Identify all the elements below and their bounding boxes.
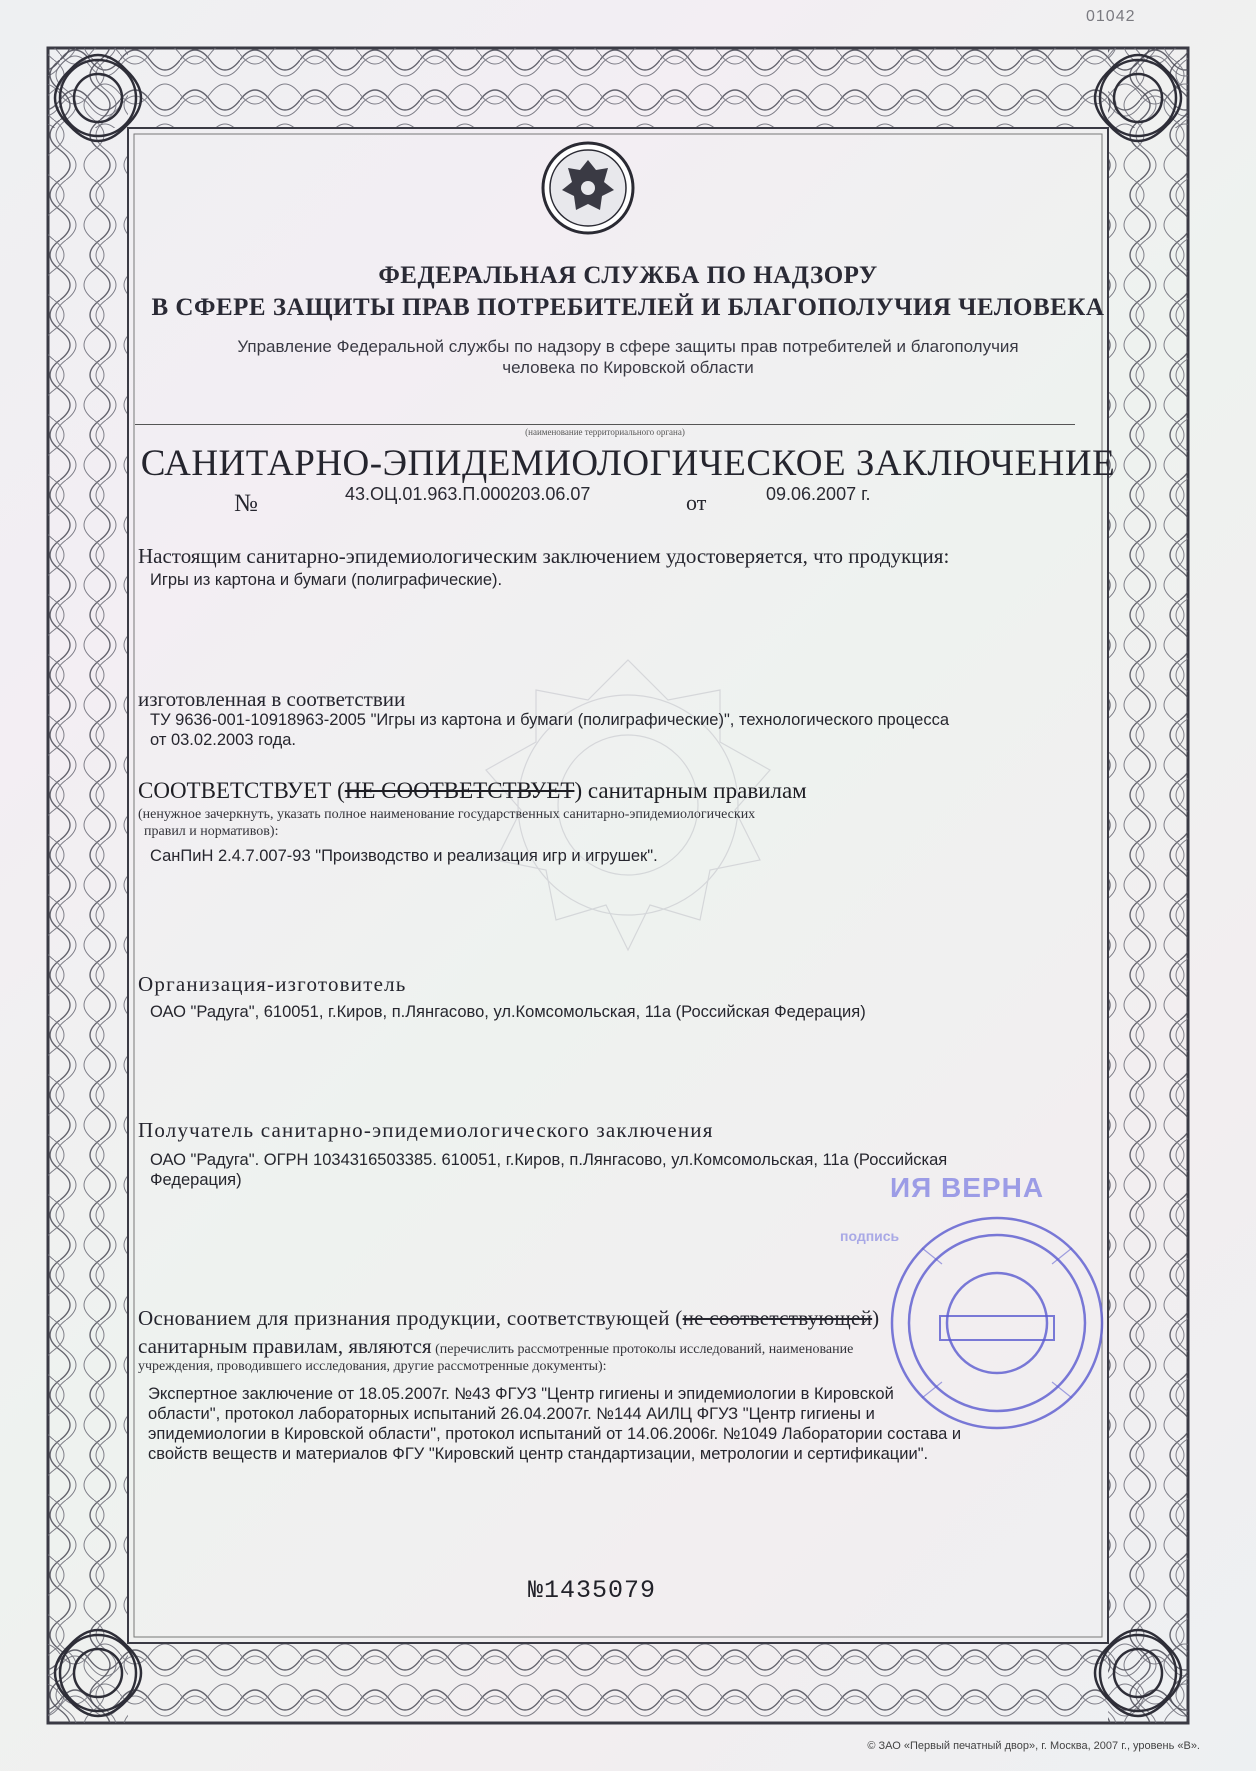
handwritten-number: 01042 [1086,8,1136,25]
open-paren: ( [337,778,345,803]
basis-label-line2-text: санитарным правилам, являются [138,1334,432,1358]
conformity-note-line2: правил и нормативов): [144,824,279,839]
agency-title-line1: ФЕДЕРАЛЬНАЯ СЛУЖБА ПО НАДЗОРУ [378,262,878,289]
conformity-note-line1: (ненужное зачеркнуть, указать полное наименование государственных санитарно-эпидемиологических [138,807,756,822]
divider [135,424,1075,425]
copy-certified-stamp-text: ИЯ ВЕРНА [890,1172,1045,1203]
basis-value-line1: Экспертное заключение от 18.05.2007г. №43 ФГУЗ "Центр гигиены и эпидемиологии в Кировской [148,1385,894,1403]
basis-label-part1: Основанием для признания продукции, соответствующей ( [138,1306,683,1330]
conformity-value: СанПиН 2.4.7.007-93 "Производство и реализация игр и игрушек". [150,847,658,865]
certificate-number: 43.ОЦ.01.963.П.000203.06.07 [345,484,591,504]
territorial-body-caption: (наименование территориального органа) [525,427,685,437]
basis-note-line2: учреждения, проводившего исследования, другие рассмотренные документы): [138,1359,607,1374]
manufacturer-value: ОАО "Радуга", 610051, г.Киров, п.Лянгасово, ул.Комсомольская, 11а (Российская Федерация) [150,1003,866,1021]
manufactured-value-line1: ТУ 9636-001-10918963-2005 "Игры из картона и бумаги (полиграфические)", технологического процесса [150,711,949,729]
basis-value-line3: эпидемиологии в Кировской области", протокол испытаний от 14.06.2006г. №1049 Лаборатории состава и [148,1425,962,1443]
complies-label: СООТВЕТСТВУЕТ [138,778,332,803]
territorial-body [150,336,1106,378]
basis-value-line2: области", протокол лабораторных испытаний 26.04.2007г. №144 АИЛЦ ФГУЗ "Центр гигиены и [148,1405,875,1423]
basis-value-line4: свойств веществ и материалов ФГУ "Кировский центр стандартизации, метрологии и сертификации". [148,1445,929,1463]
manufactured-value-line2: от 03.02.2003 года. [150,731,296,749]
blank-serial-number: №1435079 [528,1576,657,1605]
printer-footer: © ЗАО «Первый печатный двор», г. Москва, 2007 г., уровень «В». [867,1740,1200,1752]
not-complies-struck: НЕ СООТВЕТСТВУЕТ [344,778,575,803]
document-title: САНИТАРНО-ЭПИДЕМИОЛОГИЧЕСКОЕ ЗАКЛЮЧЕНИЕ [140,443,1116,484]
certificate-date: 09.06.2007 г. [766,484,871,504]
company-seal-icon [882,1208,1112,1438]
manufactured-label: изготовленная в соответствии [138,687,406,711]
conformity-statement [138,778,1118,804]
agency-title-line2: В СФЕРЕ ЗАЩИТЫ ПРАВ ПОТРЕБИТЕЛЕЙ И БЛАГОПОЛУЧИЯ ЧЕЛОВЕКА [151,294,1105,321]
territorial-body-line1: Управление Федеральной службы по надзору в сфере защиты прав потребителей и благополучия [237,337,1019,356]
copy-certified-stamp-sub: подпись [840,1228,900,1244]
rules-label: санитарным правилам [582,778,807,803]
recipient-label: Получатель санитарно-эпидемиологического заключения [138,1118,714,1142]
manufacturer-label: Организация-изготовитель [138,972,407,996]
recipient-value-line1: ОАО "Радуга". ОГРН 1034316503385. 610051, г.Киров, п.Лянгасово, ул.Комсомольская, 11а (Российская [150,1151,948,1169]
product-intro: Настоящим санитарно-эпидемиологическим заключением удостоверяется, что продукция: [138,544,950,568]
basis-label-part2: ) [872,1306,880,1330]
close-paren: ) [574,778,583,803]
territorial-body-line2: человека по Кировской области [502,358,754,377]
basis-label-struck: не соответствующей [682,1306,873,1330]
product-value: Игры из картона и бумаги (полиграфические). [150,571,503,589]
manufactured-value [150,710,1100,750]
state-emblem-icon [540,140,636,236]
recipient-value-line2: Федерация) [150,1171,242,1189]
date-from-label: от [686,490,707,515]
basis-note-inline: (перечислить рассмотренные протоколы исследований, наименование [431,1342,854,1357]
conformity-note [138,806,1098,840]
number-sign: № [234,490,258,517]
